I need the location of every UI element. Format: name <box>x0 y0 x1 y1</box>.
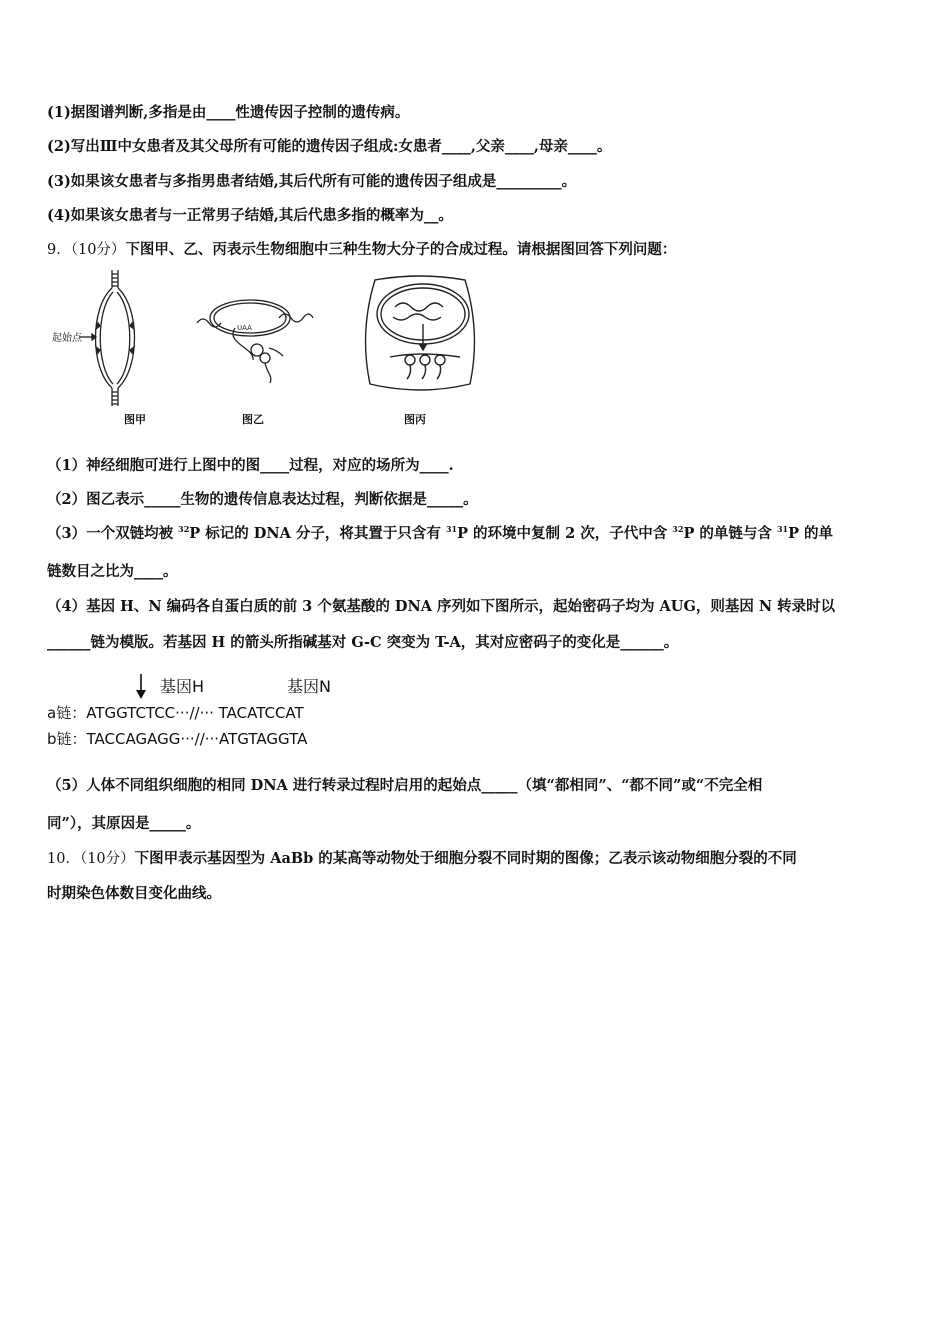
q10-stem <box>47 849 797 869</box>
a-chain-sequence: a链：ATGGTCTCC···//··· TACATCCAT <box>47 704 304 722</box>
q8-subq-3: (3)如果该女患者与多指男患者结婚,其后代所有可能的遗传因子组成是_________。 <box>47 173 577 190</box>
figure-yi-caption: 图乙 <box>242 413 264 426</box>
q8-subq-4: (4)如果该女患者与一正常男子结婚,其后代患多指的概率为__。 <box>47 207 453 224</box>
q8-subq-1: (1)据图谱判断,多指是由____性遗传因子控制的遗传病。 <box>47 104 410 121</box>
origin-label: 起始点 <box>52 333 82 344</box>
figure-jia-caption: 图甲 <box>124 413 146 426</box>
q9-subq-1: （1）神经细胞可进行上图中的图____过程，对应的场所为____. <box>47 457 454 474</box>
q9-s3-part-b: P 标记的 DNA 分子，将其置于只含有 <box>189 525 446 542</box>
figure-yi-transcription <box>195 288 315 388</box>
q9-s3-part-c: P 的环境中复制 2 次，子代中含 <box>457 525 673 542</box>
q9-s3-part-d: P 的单链与含 <box>683 525 777 542</box>
q9-subq-4: （4）基因 H、N 编码各自蛋白质的前 3 个氨基酸的 DNA 序列如下图所示，起始密码子均为 AUG，则基因 N 转录时以 <box>47 598 836 615</box>
q9-stem <box>47 240 676 260</box>
q9-s3-part-e: P 的单 <box>788 525 834 542</box>
q9-subq-4-cont: ______链为模版。若基因 H 的箭头所指碱基对 G-C 突变为 T-A，其对应密码子的变化是______。 <box>47 634 679 651</box>
gene-n-label: 基因N <box>287 677 331 696</box>
q10-number: 10．（10分） <box>47 851 135 867</box>
gene-h-label: 基因H <box>160 677 205 696</box>
q9-s3-sup-4: 31 <box>776 524 789 535</box>
q9-number: 9．（10分） <box>47 242 126 258</box>
q9-s3-sup-3: 32 <box>672 524 684 535</box>
q8-subq-2: (2)写出Ⅲ中女患者及其父母所有可能的遗传因子组成:女患者____,父亲____,母亲____。 <box>47 138 612 155</box>
q10-stem-cont: 时期染色体数目变化曲线。 <box>47 885 221 902</box>
q9-subq-3 <box>47 524 833 544</box>
q9-s3-part-a: （3）一个双链均被 <box>47 525 179 542</box>
q9-subq-5: （5）人体不同组织细胞的相同 DNA 进行转录过程时启用的起始点_____（填“都相同”、“都不同”或“不完全相 <box>47 777 763 794</box>
q9-stem-text: 下图甲、乙、丙表示生物细胞中三种生物大分子的合成过程。请根据图回答下列问题： <box>125 241 677 258</box>
q9-s3-sup-1: 32 <box>178 524 190 535</box>
down-arrow-icon <box>133 672 153 700</box>
b-chain-sequence: b链：TACCAGAGG···//···ATGTAGGTA <box>47 730 308 748</box>
q10-stem-text: 下图甲表示基因型为 AaBb 的某高等动物处于细胞分裂不同时期的图像；乙表示该动物细胞分裂的不同 <box>134 850 797 867</box>
q9-s3-sup-2: 31 <box>445 524 458 535</box>
q9-subq-3-cont: 链数目之比为____。 <box>47 563 178 580</box>
q9-subq-2: （2）图乙表示_____生物的遗传信息表达过程，判断依据是_____。 <box>47 491 478 508</box>
q9-subq-5-cont: 同”），其原因是_____。 <box>47 815 201 832</box>
figure-bing-cell <box>355 272 485 397</box>
svg-text:UAA: UAA <box>237 324 252 332</box>
figure-bing-caption: 图丙 <box>404 413 426 426</box>
